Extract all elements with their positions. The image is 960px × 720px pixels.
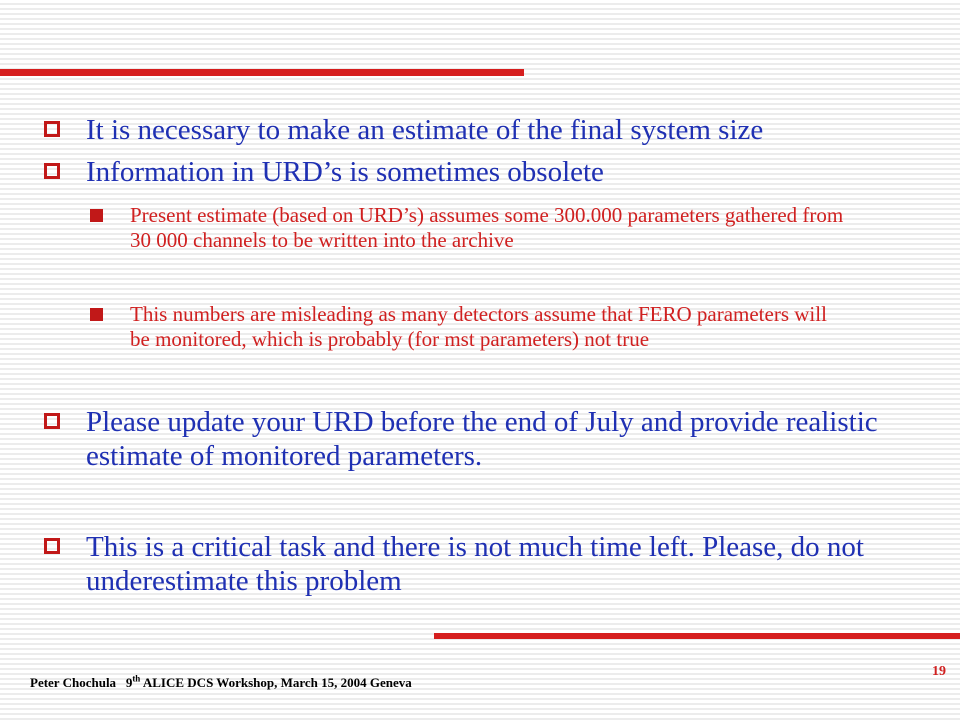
page-number: 19 xyxy=(932,664,946,679)
filled-square-icon xyxy=(90,308,103,321)
bullet-item-4 xyxy=(44,530,914,598)
filled-square-icon xyxy=(90,209,103,222)
bullet-item-1 xyxy=(44,113,914,147)
bullet-text-2: Information in URD’s is sometimes obsolete xyxy=(86,156,604,188)
bullet-item-3 xyxy=(44,405,914,473)
sub-bullet-item-2 xyxy=(90,302,850,352)
hollow-square-icon xyxy=(44,163,60,179)
footer-workshop-number: 9 xyxy=(125,675,133,690)
sub-bullet-text-1: Present estimate (based on URD’s) assumes some 300.000 parameters gathered from 30 000 channels to be written into the archive xyxy=(130,203,844,252)
footer-workshop-details: ALICE DCS Workshop, March 15, 2004 Geneva xyxy=(140,675,412,690)
sub-bullet-item-1 xyxy=(90,203,850,253)
footer-caption xyxy=(30,675,412,691)
hollow-square-icon xyxy=(44,121,60,137)
bottom-accent-rule xyxy=(434,633,960,639)
bullet-text-1: It is necessary to make an estimate of the final system size xyxy=(86,114,764,146)
bullet-text-4: This is a critical task and there is not much time left. Please, do not underestimate this problem xyxy=(86,531,864,597)
sub-bullet-text-2: This numbers are misleading as many detectors assume that FERO parameters will be monitored, which is probably (for mst parameters) not true xyxy=(130,302,827,351)
footer-workshop-suffix: th xyxy=(132,673,141,684)
hollow-square-icon xyxy=(44,413,60,429)
hollow-square-icon xyxy=(44,538,60,554)
bullet-text-3: Please update your URD before the end of July and provide realistic estimate of monitored parameters. xyxy=(86,406,878,472)
footer-author: Peter Chochula xyxy=(30,675,117,690)
bullet-item-2 xyxy=(44,155,914,189)
